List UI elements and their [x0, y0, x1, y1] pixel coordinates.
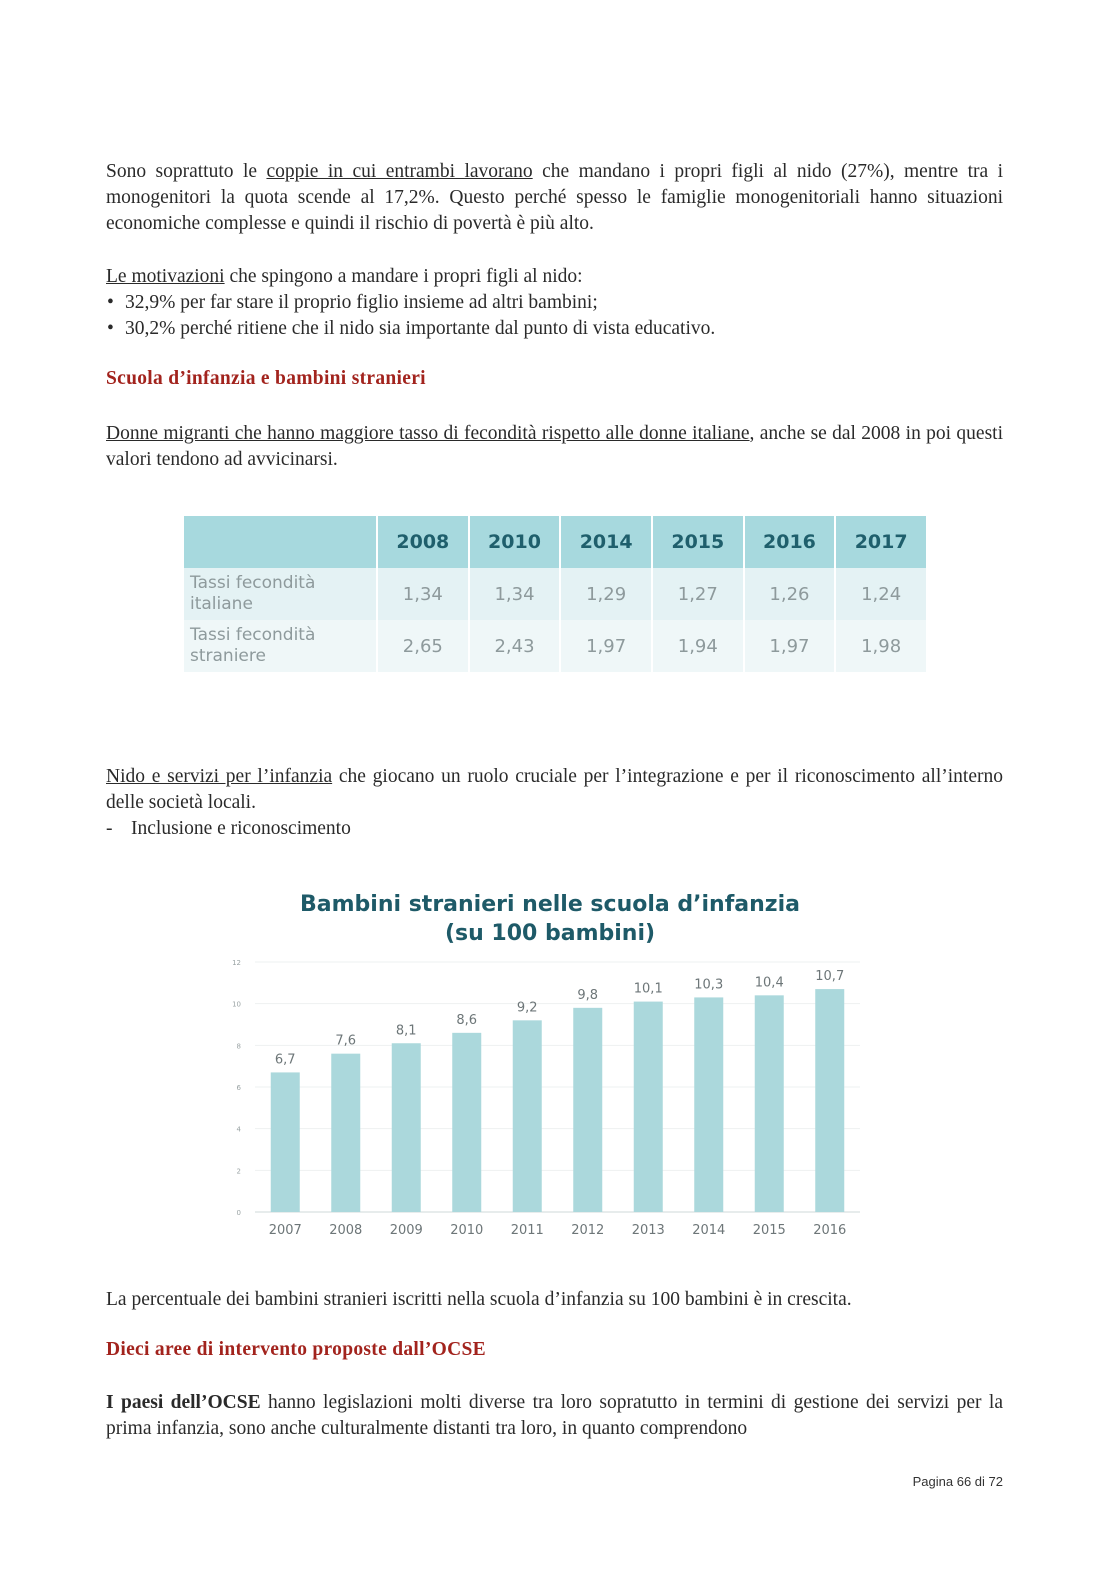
table-cell: 2,65 — [378, 620, 468, 672]
text: hanno legislazioni molti diverse tra loro sopratutto in termini di gestione dei servizi per la prima infanzia, sono anche culturalmente distanti tra loro, in quanto comprendono — [106, 1392, 1003, 1439]
table-cell: 1,98 — [836, 620, 926, 672]
bold-text: I paesi dell’OCSE — [106, 1392, 261, 1413]
row-label: Tassi fecondità italiane — [184, 568, 376, 620]
data-label: 7,6 — [335, 1033, 357, 1049]
x-tick-label: 2016 — [813, 1223, 847, 1238]
paragraph-services — [106, 764, 1003, 842]
text: che spingono a mandare i propri figli al nido: — [224, 266, 583, 287]
bar — [694, 997, 723, 1212]
y-tick-label: 2 — [236, 1167, 241, 1176]
section-heading: Scuola d’infanzia e bambini stranieri — [106, 368, 426, 389]
x-tick-label: 2012 — [571, 1223, 605, 1238]
bar-chart — [220, 950, 880, 1250]
data-label: 9,2 — [516, 1000, 538, 1016]
y-tick-label: 8 — [236, 1042, 241, 1051]
dash-list-item — [106, 816, 1003, 842]
row-label: Tassi fecondità straniere — [184, 620, 376, 672]
bar — [634, 1002, 663, 1212]
y-tick-label: 0 — [236, 1209, 241, 1217]
table-cell: 2,43 — [470, 620, 560, 672]
underlined-text: Nido e servizi per l’infanzia — [106, 766, 333, 787]
table-cell: 1,29 — [561, 568, 651, 620]
underlined-text: Le motivazioni — [106, 266, 225, 287]
bar — [815, 989, 844, 1212]
data-label: 8,1 — [395, 1023, 417, 1039]
paragraph-growth: La percentuale dei bambini stranieri iscritti nella scuola d’infanzia su 100 bambini è in crescita. — [106, 1289, 852, 1310]
chart-subtitle: (su 100 bambini) — [444, 921, 656, 946]
x-tick-label: 2010 — [450, 1223, 484, 1238]
year-header: 2008 — [378, 516, 468, 568]
data-label: 9,8 — [577, 987, 599, 1003]
bar — [271, 1072, 300, 1212]
table-row — [184, 568, 926, 620]
text: che giocano un ruolo cruciale per l’integrazione e per il riconoscimento all’interno delle società locali. — [106, 766, 1003, 813]
paragraph-ocse — [106, 1390, 1003, 1442]
x-tick-label: 2014 — [692, 1223, 726, 1238]
motivations-list — [106, 290, 1003, 342]
x-tick-label: 2011 — [510, 1223, 544, 1238]
text: Inclusione e riconoscimento — [131, 818, 351, 839]
table-cell: 1,27 — [653, 568, 743, 620]
page-number: Pagina 66 di 72 — [912, 1474, 1003, 1489]
x-tick-label: 2013 — [631, 1223, 665, 1238]
bar — [331, 1054, 360, 1212]
year-header: 2010 — [470, 516, 560, 568]
list-item: • 30,2% perché ritiene che il nido sia importante dal punto di vista educativo. — [106, 316, 1003, 342]
chart-title: Bambini stranieri nelle scuola d’infanzia — [300, 892, 800, 917]
year-header: 2017 — [836, 516, 926, 568]
bar — [755, 995, 784, 1212]
table-cell: 1,26 — [745, 568, 835, 620]
paragraph-motivations — [106, 264, 1003, 342]
y-tick-label: 4 — [236, 1125, 241, 1134]
section-heading: Dieci aree di intervento proposte dall’OCSE — [106, 1339, 486, 1360]
paragraph-couples — [106, 159, 1003, 237]
table-cell: 1,97 — [561, 620, 651, 672]
data-label: 6,7 — [274, 1052, 296, 1068]
x-tick-label: 2009 — [389, 1223, 423, 1238]
data-label: 10,7 — [815, 969, 845, 985]
table-cell: 1,34 — [470, 568, 560, 620]
fertility-table — [182, 516, 928, 672]
underlined-text: coppie in cui entrambi lavorano — [266, 161, 533, 182]
bar — [513, 1020, 542, 1212]
year-header: 2016 — [745, 516, 835, 568]
year-header: 2014 — [561, 516, 651, 568]
list-item: • 32,9% per far stare il proprio figlio insieme ad altri bambini; — [106, 290, 1003, 316]
underlined-text: Donne migranti che hanno maggiore tasso di fecondità rispetto alle donne italiane — [106, 423, 750, 444]
y-tick-label: 6 — [236, 1084, 241, 1092]
text: Sono soprattuto le — [106, 161, 267, 182]
data-label: 10,1 — [633, 981, 663, 997]
bar — [573, 1008, 602, 1212]
text: , anche se dal 2008 in poi questi valori tendono ad avvicinarsi. — [106, 423, 1003, 470]
table-cell: 1,97 — [745, 620, 835, 672]
text: che mandano i propri figli al nido (27%), mentre tra i monogenitori la quota scende al 17,2%. Questo perché spesso le famiglie monogenitoriali hanno situazioni economiche complesse e quindi il rischio di povertà è più alto. — [106, 161, 1003, 234]
x-tick-label: 2008 — [329, 1223, 363, 1238]
year-header: 2015 — [653, 516, 743, 568]
y-tick-label: 12 — [232, 959, 241, 967]
bar — [392, 1043, 421, 1212]
y-tick-label: 10 — [232, 1000, 241, 1009]
bar — [452, 1033, 481, 1212]
table-row — [184, 620, 926, 672]
data-label: 10,4 — [754, 975, 784, 991]
x-tick-label: 2015 — [752, 1223, 786, 1238]
data-label: 8,6 — [456, 1012, 478, 1028]
x-tick-label: 2007 — [268, 1223, 302, 1238]
table-cell: 1,24 — [836, 568, 926, 620]
table-corner — [184, 516, 376, 568]
table-cell: 1,34 — [378, 568, 468, 620]
paragraph-migrant-women — [106, 421, 1003, 473]
table-cell: 1,94 — [653, 620, 743, 672]
dash-marker: - — [106, 818, 113, 839]
table-header-row — [184, 516, 926, 568]
data-label: 10,3 — [694, 977, 724, 993]
